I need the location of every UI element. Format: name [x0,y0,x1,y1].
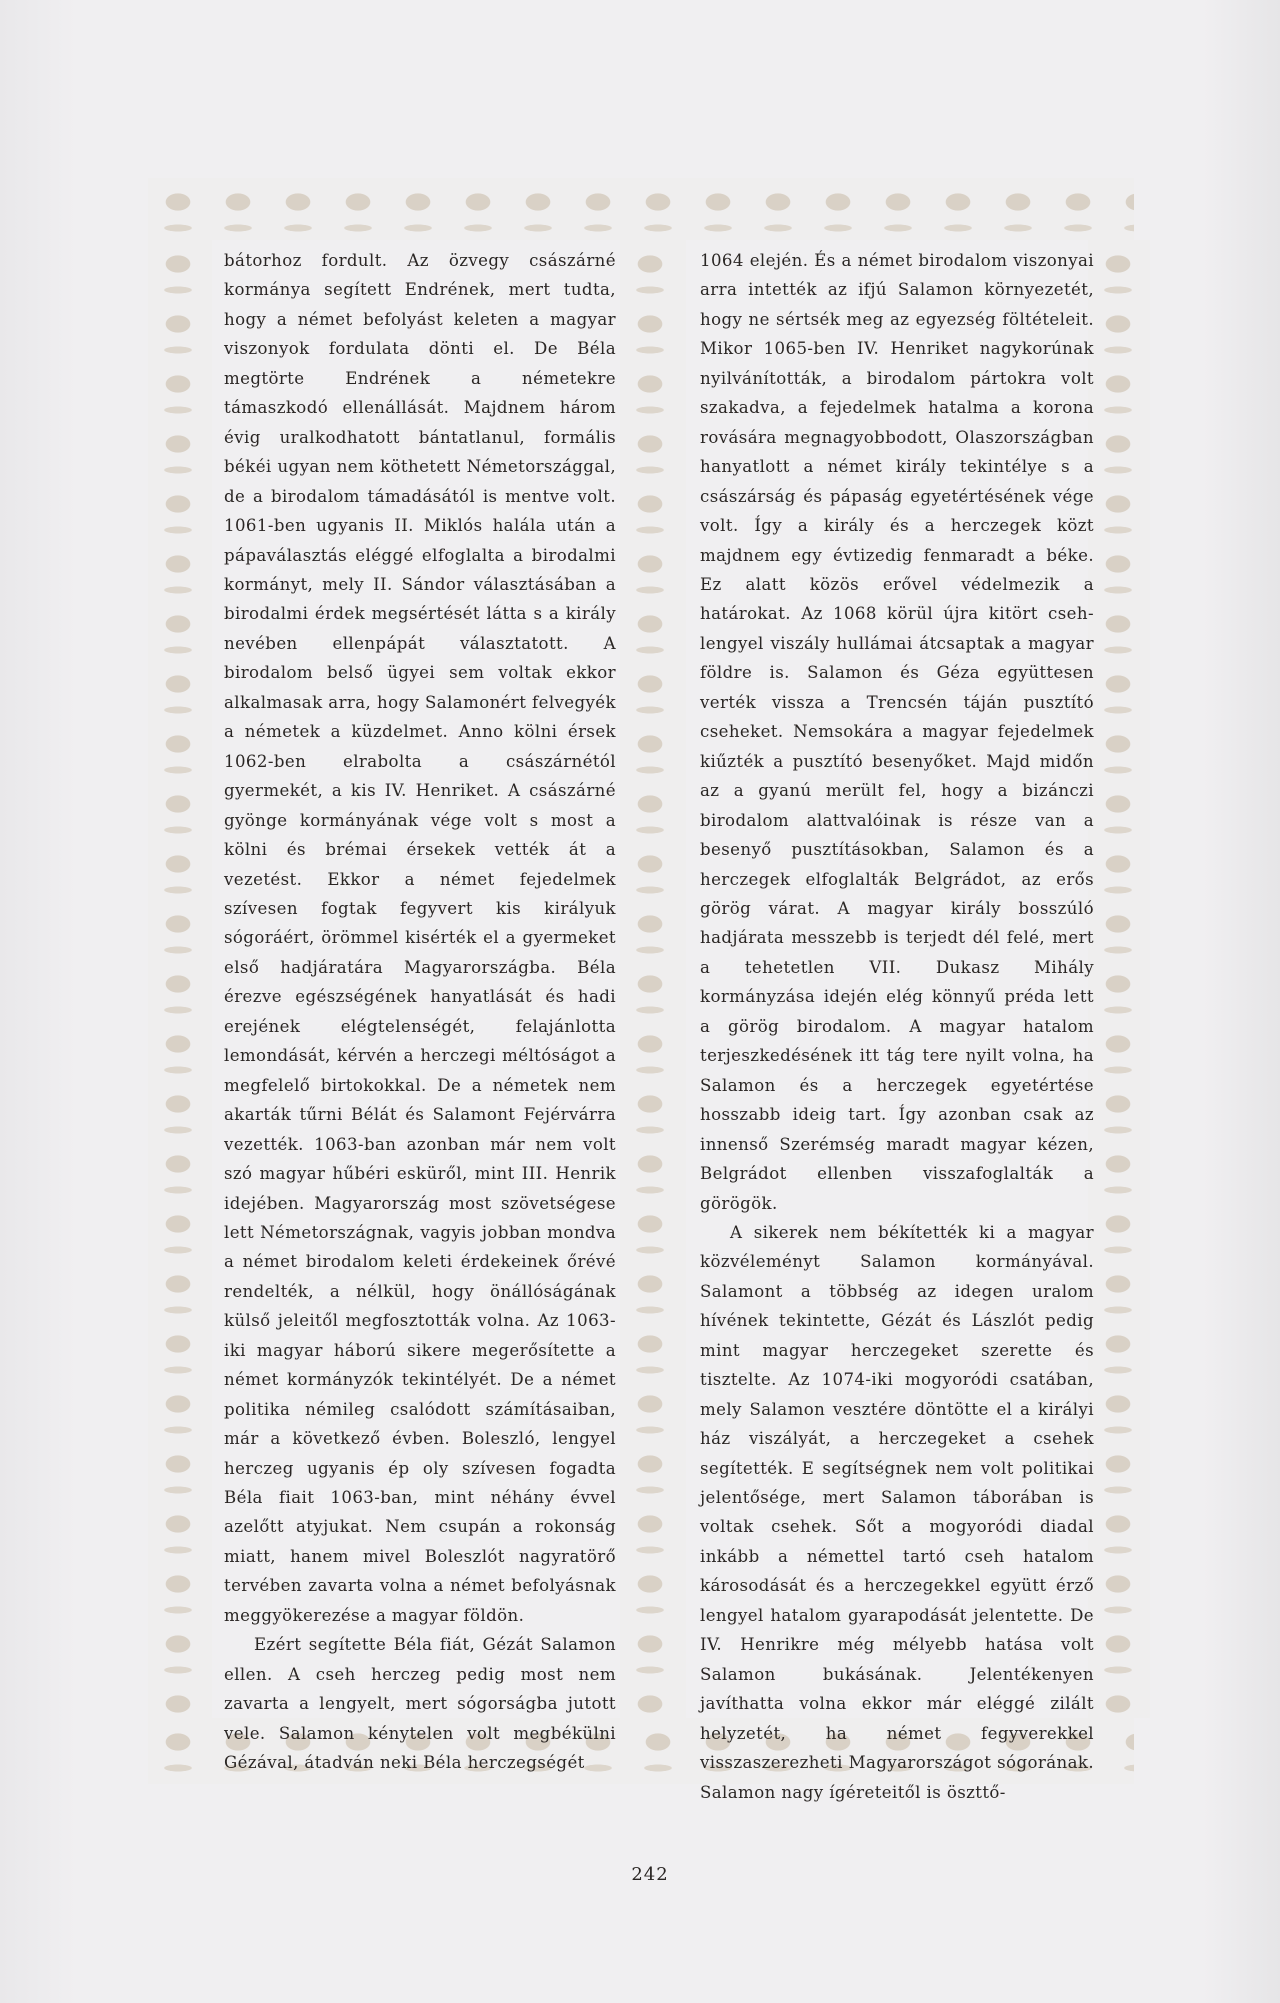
ornamental-border-right [1088,240,1150,1718]
ornamental-border-top [148,178,1134,240]
left-paragraph-1: bátorhoz fordult. Az özvegy császárné kormánya segített Endrének, mert tudta, hogy a német befolyást keleten a magyar viszonyok fordulata dönti el. De Béla megtörte Endrének a németekre támaszkodó ellenállását. Majdnem három évig uralkodhatott bántatlanul, formális békéi ugyan nem köthetett Németországgal, de a birodalom támadásától is mentve volt. 1061-ben ugyanis II. Miklós halála után a pápaválasztás eléggé elfoglalta a birodalmi kormányt, mely II. Sándor választásában a birodalmi érdek megsértését látta s a király nevében ellenpápát választatott. A birodalom belső ügyei sem voltak ekkor alkalmasak arra, hogy Salamonért felvegyék a németek a küzdelmet. Anno kölni érsek 1062-ben elrabolta a császárnétól gyermekét, a kis IV. Henriket. A császárné gyönge kormányának vége volt s most a kölni és brémai érsekek vették át a vezetést. Ekkor a német fejedelmek szívesen fogtak fegyvert kis királyuk sógoráért, örömmel kisérték el a gyermeket első hadjáratára Magyarországba. Béla érezve egészségének hanyatlását és hadi erejének elégtelenségét, felajánlotta lemondását, kérvén a herczegi méltóságot a megfelelő birtokokkal. De a németek nem akarták tűrni Bélát és Salamont Fejérvárra vezették. 1063-ban azonban már nem volt szó magyar hűbéri esküről, mint III. Henrik idejében. Magyarország most szövetségese lett Németországnak, vagyis jobban mondva a német birodalom keleti érdekeinek őrévé rendelték, a nélkül, hogy önállóságának külső jeleitől megfosztották volna. Az 1063-iki magyar háború sikere megerősítette a német kormányzók tekintélyét. De a német politika némileg csalódott számításaiban, már a következő évben. Boleszló, lengyel herczeg ugyanis ép oly szívesen fogadta Béla fiait 1063-ban, mint néhány évvel azelőtt atyjukat. Nem csupán a rokonság miatt, hanem mivel Boleszlót nagyratörő tervében zavarta volna a német befolyásnak meggyökerezése a magyar földön. [224,251,616,1625]
text-column-right [700,246,1094,1807]
right-paragraph-2: A sikerek nem békítették ki a magyar közvéleményt Salamon kormányával. Salamont a többség az idegen uralom hívének tekintette, Gézát és Lászlót pedig mint magyar herczegeket szerette és tisztelte. Az 1074-iki mogyoródi csatában, mely Salamon vesztére döntötte el a királyi ház viszályát, a herczegeket a csehek segítették. E segítségnek nem volt politikai jelentősége, mert Salamon táborában is voltak csehek. Sőt a mogyoródi diadal inkább a némettel tartó cseh hatalom károsodását és a herczegekkel együtt érző lengyel hatalom gyarapodását jelentette. De IV. Henrikre még mélyebb hatása volt Salamon bukásának. Jelentékenyen javíthatta volna ekkor már eléggé zilált helyzetét, ha német fegyverekkel visszaszerezheti Magyarországot sógorának. Salamon nagy ígéreteitől is öszttő- [700,1222,1094,1802]
text-column-left [224,246,616,1778]
ornamental-border-left [148,240,212,1718]
right-paragraph-1: 1064 elején. És a német birodalom viszonyai arra intették az ifjú Salamon környezetét, hogy ne sértsék meg az egyezség föltételeit. Mikor 1065-ben IV. Henriket nagykorúnak nyilvánították, a birodalom pártokra volt szakadva, a fejedelmek hatalma a korona rovására megnagyobbodott, Olaszországban hanyatlott a német király tekintélye s a császárság és pápaság egyetértésének vége volt. Így a király és a herczegek közt majdnem egy évtizedig fenmaradt a béke. Ez alatt közös erővel védelmezik a határokat. Az 1068 körül újra kitört cseh-lengyel viszály hullámai átcsaptak a magyar földre is. Salamon és Géza együttesen verték vissza a Trencsén táján pusztító cseheket. Nemsokára a magyar fejedelmek kiűzték a pusztító besenyőket. Majd midőn az a gyanú merült fel, hogy a bizánczi birodalom alattvalóinak is része van a besenyő pusztításokban, Salamon és a herczegek elfoglalták Belgrádot, az erős görög várat. A magyar király bosszúló hadjárata messzebb is terjedt dél felé, mert a tehetetlen VII. Dukasz Mihály kormányzása idején elég könnyű préda lett a görög birodalom. A magyar hatalom terjeszkedésének itt tág tere nyilt volna, ha Salamon és a herczegek egyetértése hosszabb ideig tart. Így azonban csak az innenső Szerémség maradt magyar kézen, Belgrádot ellenben visszafoglalták a görögök. [700,251,1094,1213]
ornamental-border-center [620,240,686,1718]
left-paragraph-2: Ezért segítette Béla fiát, Gézát Salamon ellen. A cseh herczeg pedig most nem zavarta a lengyelt, mert sógorságba jutott vele. Salamon kénytelen volt megbékülni Gézával, átadván neki Béla herczegségét [224,1635,616,1773]
page-number: 242 [631,1864,669,1885]
